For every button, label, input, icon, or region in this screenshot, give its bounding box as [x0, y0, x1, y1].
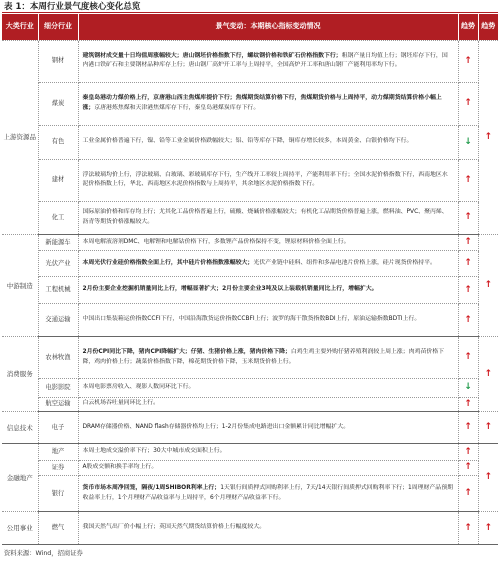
trend-arrow-icon: ↑	[458, 202, 478, 235]
change-description	[78, 125, 458, 159]
change-description	[78, 337, 458, 378]
category-cell-upstream: 上游资源品	[2, 40, 38, 234]
change-text: 1天银行间质押式回购利率上行，7天/14天银行间质押式回购利率下行；1周理财产品预期收益率上行，1个月理财产品收益率与上周持平，6个月理财产品收益率下行。	[82, 485, 453, 501]
change-text: 白鸡生鸡主要外购仔猪养殖利润较上周上涨；肉鸡苗价格下降，鸡肉价格上行；蔬菜价格指数下降，棉花期货价格下降，玉米期货价格上行。	[82, 349, 445, 365]
change-description	[78, 411, 458, 444]
change-text: 白云机场吞吐量同环比上行。	[82, 400, 160, 407]
change-description	[78, 40, 458, 83]
change-description	[78, 512, 458, 545]
change-description	[78, 444, 458, 460]
trend-arrow-icon: ↑	[458, 512, 478, 545]
table-row	[2, 444, 498, 460]
trend-arrow-icon: ↑	[458, 234, 478, 250]
industry-cell: 地产	[38, 444, 78, 460]
change-text: 国际原油价格和库存均上行；尤其化工品价格普遍上行，硫酸、烧碱价格涨幅较大；有机化工品期货价格普遍上涨，燃料油、PVC、聚丙烯、沥青等期货价格涨幅较大。	[82, 209, 448, 225]
source-note: 资料来源：Wind，招商证券	[4, 550, 83, 557]
change-text: 京唐港炼焦煤和天津港焦煤库存下行，秦皇岛港煤炭库存下行。	[94, 104, 260, 111]
header-industry: 细分行业	[38, 14, 78, 40]
table-body	[2, 40, 498, 545]
change-description	[78, 83, 458, 126]
industry-cell: 交通运输	[38, 303, 78, 337]
category-cell-finance: 金融地产	[2, 444, 38, 512]
category-cell-consumer: 消费服务	[2, 337, 38, 411]
change-highlight: 秦皇岛港动力煤价格上行，京唐港山西主焦煤库提价下行；焦煤期货结算价格下行，焦煤期货价格与上周持平，动力煤期货结算价格小幅上涨；	[82, 95, 442, 111]
change-text: 中国出口集装箱运价指数CCFI下行，中国沿海散货运价指数CCBFI上行；波罗的海干散货指数BDI上行，原油运输指数BDTI上行。	[82, 316, 421, 323]
industry-cell: 化工	[38, 202, 78, 235]
trend-arrow-icon: ↑	[458, 476, 478, 512]
change-description	[78, 378, 458, 397]
industry-cell: 银行	[38, 476, 78, 512]
trend-arrow-icon: ↑	[458, 277, 478, 303]
overall-trend-arrow-icon: ↑	[478, 234, 498, 337]
category-cell-midstream: 中游制造	[2, 234, 38, 337]
table-row	[2, 476, 498, 512]
table-row	[2, 40, 498, 83]
table-row	[2, 337, 498, 378]
trend-arrow-icon: ↑	[458, 337, 478, 378]
trend-arrow-icon: ↑	[458, 444, 478, 460]
table-row	[2, 277, 498, 303]
industry-cell: 煤炭	[38, 83, 78, 126]
trend-arrow-icon: ↓	[458, 125, 478, 159]
header-category: 大类行业	[2, 14, 38, 40]
change-text: 浮法玻璃均价上行，浮法玻璃、白玻璃、彩玻璃库存下行，生产线开工率较上周持平，产能利用率下行；全国水泥价格指数下行，西南地区水泥价格指数上行，华北、西南地区水泥价格指数与上周持平，其余地区水泥价格指数下行。	[82, 171, 448, 188]
overall-trend-arrow-icon: ↑	[478, 444, 498, 512]
change-description	[78, 460, 458, 475]
category-cell-it: 信息技术	[2, 411, 38, 444]
trend-arrow-icon: ↑	[458, 83, 478, 126]
change-text: 粗钢产量日均值上行；钢坯库存下行，国内港口铁矿石和主要钢材品种库存上行；唐山钢厂高炉开工率与上周持平，全国高炉开工率和唐山钢厂产能利用率均下行。	[82, 52, 448, 69]
table-header-row	[2, 14, 498, 40]
trend-arrow-icon: ↑	[458, 411, 478, 444]
change-description	[78, 397, 458, 411]
trend-arrow-icon: ↑	[458, 303, 478, 337]
industry-cell: 钢材	[38, 40, 78, 83]
industry-cell: 电影影院	[38, 378, 78, 397]
industry-cell: 工程机械	[38, 277, 78, 303]
change-text: 光伏产业链中硅料、组件和多晶电池片价格上涨，硅片现货价格持平。	[253, 260, 436, 266]
industry-table	[2, 14, 498, 545]
change-highlight: 货币市场本周净回笼，隔夜/1周SHIBOR利率上行；	[82, 485, 221, 492]
table-row	[2, 460, 498, 475]
change-description	[78, 202, 458, 235]
table-row	[2, 83, 498, 126]
table-row	[2, 125, 498, 159]
change-highlight: 2月份主要企业挖掘机销量同比上行，增幅显著扩大；2月份主要企业3吨及以上装载机销量同比上行，增幅扩大。	[82, 286, 378, 293]
table-row	[2, 159, 498, 202]
change-description	[78, 234, 458, 250]
table-row	[2, 397, 498, 411]
overall-trend-arrow-icon: ↑	[478, 411, 498, 444]
trend-arrow-icon: ↑	[458, 251, 478, 277]
table-row	[2, 378, 498, 397]
trend-arrow-icon: ↓	[458, 378, 478, 397]
change-text: 本周土地成交溢价率下行；30大中城市成交面积上行。	[82, 448, 226, 455]
change-text: 我国天然气出厂价小幅上行；英国天然气期货结算价格上行幅度较大。	[82, 524, 266, 531]
change-text: 本周电影票房收入、观影人数同环比下行。	[82, 383, 195, 390]
change-description	[78, 159, 458, 202]
change-text: A股成交额和换手率均上行。	[82, 464, 158, 471]
change-text: 工业金属价格普遍下行，镍、铅等工业金属价格跌幅较大；铝、铅等库存下降，铜库存增长较多，本周黄金、白银价格均下行。	[82, 138, 413, 145]
change-text: 本周电解液溶剂DMC、电解锂和电解钴价格下行，多数锂产品价格保持不变，锂原材料价格全面上行。	[82, 238, 350, 245]
change-description	[78, 476, 458, 512]
industry-cell: 电子	[38, 411, 78, 444]
table-row	[2, 202, 498, 235]
table-row	[2, 512, 498, 545]
change-description	[78, 277, 458, 303]
industry-cell: 证券	[38, 460, 78, 475]
change-highlight: 建筑钢材成交量十日均值周涨幅较大；唐山钢坯价格指数下行，螺纹钢价格和铁矿石价格指数下行；	[82, 52, 342, 59]
overall-trend-arrow-icon: ↑	[478, 512, 498, 545]
table-row	[2, 411, 498, 444]
change-description	[78, 303, 458, 337]
table-row	[2, 251, 498, 277]
industry-cell: 燃气	[38, 512, 78, 545]
industry-cell: 建材	[38, 159, 78, 202]
change-highlight: 本周光伏行业硅价格指数全面上行，其中硅片价格指数涨幅较大；	[82, 260, 254, 266]
change-highlight: 2月份CPI同比下降，猪肉CPI降幅扩大；仔猪、生猪价格上涨，猪肉价格下降；	[82, 349, 291, 356]
category-cell-utility: 公用事业	[2, 512, 38, 545]
header-overall-trend: 趋势	[478, 14, 498, 40]
trend-arrow-icon: ↑	[458, 397, 478, 411]
overall-trend-arrow-icon: ↑	[478, 337, 498, 411]
industry-cell: 航空运输	[38, 397, 78, 411]
industry-cell: 新能源车	[38, 234, 78, 250]
change-description	[78, 251, 458, 277]
trend-arrow-icon: ↑	[458, 40, 478, 83]
industry-cell: 光伏产业	[38, 251, 78, 277]
industry-cell: 有色	[38, 125, 78, 159]
trend-arrow-icon: ↑	[458, 159, 478, 202]
change-text: DRAM存储器价格、NAND flash存储器价格均上行；1-2月份集成电路进出口金额累计同比增幅扩大。	[82, 423, 350, 430]
header-change: 景气变动：本期核心指标变动情况	[78, 14, 458, 40]
table-row	[2, 234, 498, 250]
header-trend: 趋势	[458, 14, 478, 40]
trend-arrow-icon: ↑	[458, 460, 478, 475]
table-caption: 表 1：本周行业景气度核心变化总览	[2, 1, 498, 13]
table-row	[2, 303, 498, 337]
overall-trend-arrow-icon: ↑	[478, 40, 498, 234]
industry-cell: 农林牧渔	[38, 337, 78, 378]
